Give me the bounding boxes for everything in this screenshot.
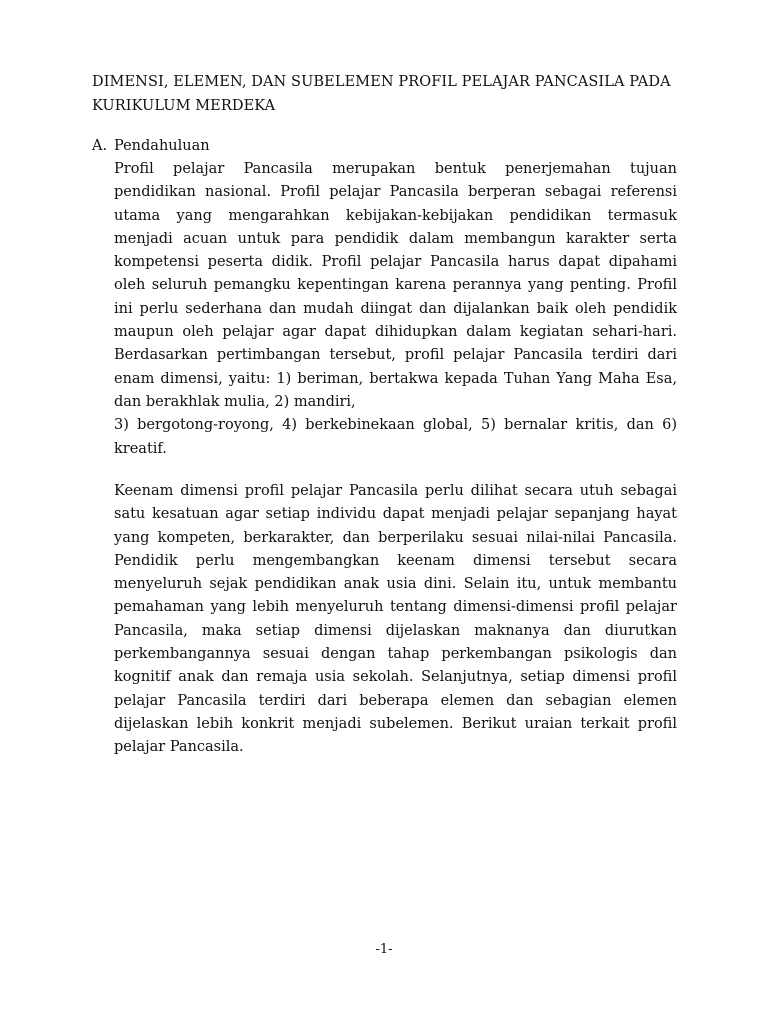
paragraph-line: ini perlu sederhana dan mudah diingat dan dijalankan baik oleh pendidik <box>114 300 677 317</box>
paragraph-line: Keenam dimensi profil pelajar Pancasila perlu dilihat secara utuh sebagai <box>114 483 677 499</box>
paragraph-line: dan berakhlak mulia, 2) mandiri, <box>114 393 356 410</box>
paragraph-dimensions <box>114 480 677 760</box>
document-title-line-1: DIMENSI, ELEMEN, DAN SUBELEMEN PROFIL PELAJAR PANCASILA PADA <box>92 74 671 90</box>
paragraph-line: maupun oleh pelajar agar dapat dihidupkan dalam kegiatan sehari-hari. <box>114 324 677 341</box>
document-title <box>92 70 692 118</box>
paragraph-line: satu kesatuan agar setiap individu dapat menjadi pelajar sepanjang hayat <box>114 506 677 523</box>
paragraph-line: pelajar Pancasila. <box>114 739 244 756</box>
paragraph-line: Berdasarkan pertimbangan tersebut, profil pelajar Pancasila terdiri dari <box>114 347 677 364</box>
paragraph-line: Pendidik perlu mengembangkan keenam dimensi tersebut secara <box>114 552 677 569</box>
paragraph-line: Profil pelajar Pancasila merupakan bentuk penerjemahan tujuan <box>114 161 677 177</box>
paragraph-line: perkembangannya sesuai dengan tahap perkembangan psikologis dan <box>114 646 677 663</box>
paragraph-line: dijelaskan lebih konkrit menjadi subelemen. Berikut uraian terkait profil <box>114 715 677 732</box>
paragraph-line: yang kompeten, berkarakter, dan berperilaku sesuai nilai-nilai Pancasila. <box>114 529 677 546</box>
paragraph-line: kognitif anak dan remaja usia sekolah. Selanjutnya, setiap dimensi profil <box>114 669 677 686</box>
paragraph-line: 3) bergotong-royong, 4) berkebinekaan global, 5) bernalar kritis, dan 6) <box>114 417 677 434</box>
paragraph-line: pemahaman yang lebih menyeluruh tentang dimensi-dimensi profil pelajar <box>114 599 677 616</box>
paragraph-line: menyeluruh sejak pendidikan anak usia dini. Selain itu, untuk membantu <box>114 576 677 593</box>
paragraph-line: pelajar Pancasila terdiri dari beberapa elemen dan sebagian elemen <box>114 692 677 709</box>
paragraph-introduction <box>114 158 677 461</box>
paragraph-line: kreatif. <box>114 440 167 457</box>
page-number: -1- <box>375 942 393 957</box>
paragraph-line: menjadi acuan untuk para pendidik dalam membangun karakter serta <box>114 230 677 247</box>
paragraph-line: utama yang mengarahkan kebijakan-kebijakan pendidikan termasuk <box>114 207 677 224</box>
paragraph-line: oleh seluruh pemangku kepentingan karena perannya yang penting. Profil <box>114 277 677 294</box>
section-heading <box>92 134 210 158</box>
document-title-line-2: KURIKULUM MERDEKA <box>92 98 276 114</box>
paragraph-line: kompetensi peserta didik. Profil pelajar Pancasila harus dapat dipahami <box>114 254 677 271</box>
paragraph-line: pendidikan nasional. Profil pelajar Pancasila berperan sebagai referensi <box>114 184 677 201</box>
section-title: Pendahuluan <box>114 138 210 154</box>
section-letter: A. <box>92 138 108 154</box>
paragraph-line: enam dimensi, yaitu: 1) beriman, bertakwa kepada Tuhan Yang Maha Esa, <box>114 370 677 387</box>
paragraph-line: Pancasila, maka setiap dimensi dijelaskan maknanya dan diurutkan <box>114 622 677 639</box>
